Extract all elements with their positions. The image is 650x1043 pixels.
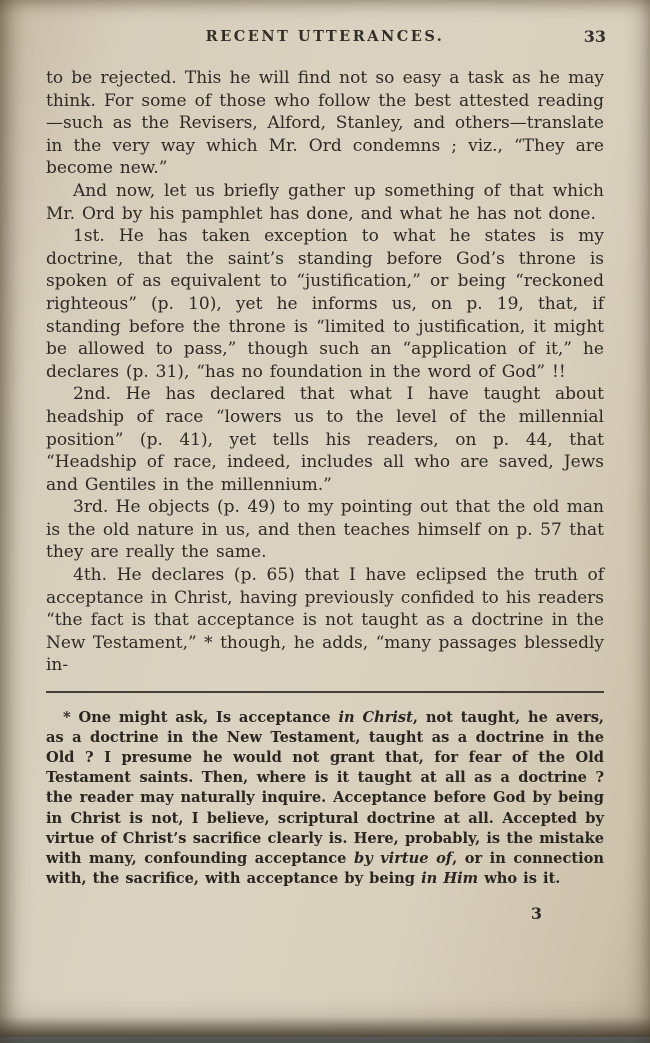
italic-text: by virtue of (353, 850, 453, 868)
footnote (46, 708, 604, 890)
page-number-top: 33 (583, 27, 606, 46)
italic-text: in Christ (338, 708, 413, 726)
paragraph (46, 564, 604, 677)
text-segment: And now, let us briefly gather up something of that which Mr. Ord by his pamphlet has done, and what he has not done. (46, 180, 604, 224)
paragraph (46, 67, 604, 180)
text-segment: 4th. He declares (p. 65) that I have eclipsed the truth of acceptance in Christ, having previously confided to his readers “the fact is that acceptance is not taught as a doctrine in the New Testament,” * though, he adds, “many passages blessedly in- (46, 565, 604, 676)
text-segment: to be rejected. This he will find not so easy a task as he may think. For some of those who follow the best attested reading—such as the Revisers, Alford, Stanley, and others—translate in the very way which Mr. Ord condemns ; viz., “They are become new.” (46, 68, 604, 179)
italic-text: in Him (421, 870, 479, 888)
text-segment: 2nd. He has declared that what I have taught about headship of race “lowers us to the level of the millennial position” (p. 41), yet tells his readers, on p. 44, that “Headship of race, indeed, includes all who are saved, Jews and Gentiles in the millennium.” (46, 384, 604, 495)
paragraph (46, 225, 604, 383)
text-segment: who is it. (478, 870, 561, 888)
text-segment: , or in connection with, the sacrifice, with acceptance by being (46, 850, 604, 888)
text-segment: , not taught, he avers, as a doctrine in the New Testament, taught as a doctrine in the Old ? I presume he would not grant that, for fear of the Old Testament saints. Then, where is it taught at all as a doctrine ? the reader may naturally inquire. Acceptance before God by being in Christ is not, I believe, scriptural doctrine at all. Accepted by virtue of Christ’s sacrifice clearly is. Here, probably, is the mistake with many, confounding acceptance (46, 708, 604, 868)
paragraph (46, 383, 604, 496)
scanner-edge-line (0, 1037, 650, 1043)
text-segment: * One might ask, Is acceptance (63, 708, 339, 726)
paragraph (46, 180, 604, 225)
running-title: RECENT UTTERANCES. (205, 28, 445, 45)
page-number-bottom: 3 (530, 904, 542, 924)
footnote-rule (46, 691, 604, 693)
body-text (46, 67, 604, 677)
running-header (46, 28, 604, 45)
page-content (46, 28, 604, 923)
text-segment: 3rd. He objects (p. 49) to my pointing out that the old man is the old nature in us, and then teaches himself on p. 57 that they are really the same. (46, 497, 604, 563)
paragraph (46, 496, 604, 564)
text-segment: 1st. He has taken exception to what he states is my doctrine, that the saint’s standing before God’s throne is spoken of as equivalent to “justification,” or being “reckoned righteous” (p. 10), yet he informs us, on p. 19, that, if standing before the throne is “limited to justification, it might be allowed to pass,” though such an “application of it,” he declares (p. 31), “has no foundation in the word of God” !! (46, 226, 604, 382)
